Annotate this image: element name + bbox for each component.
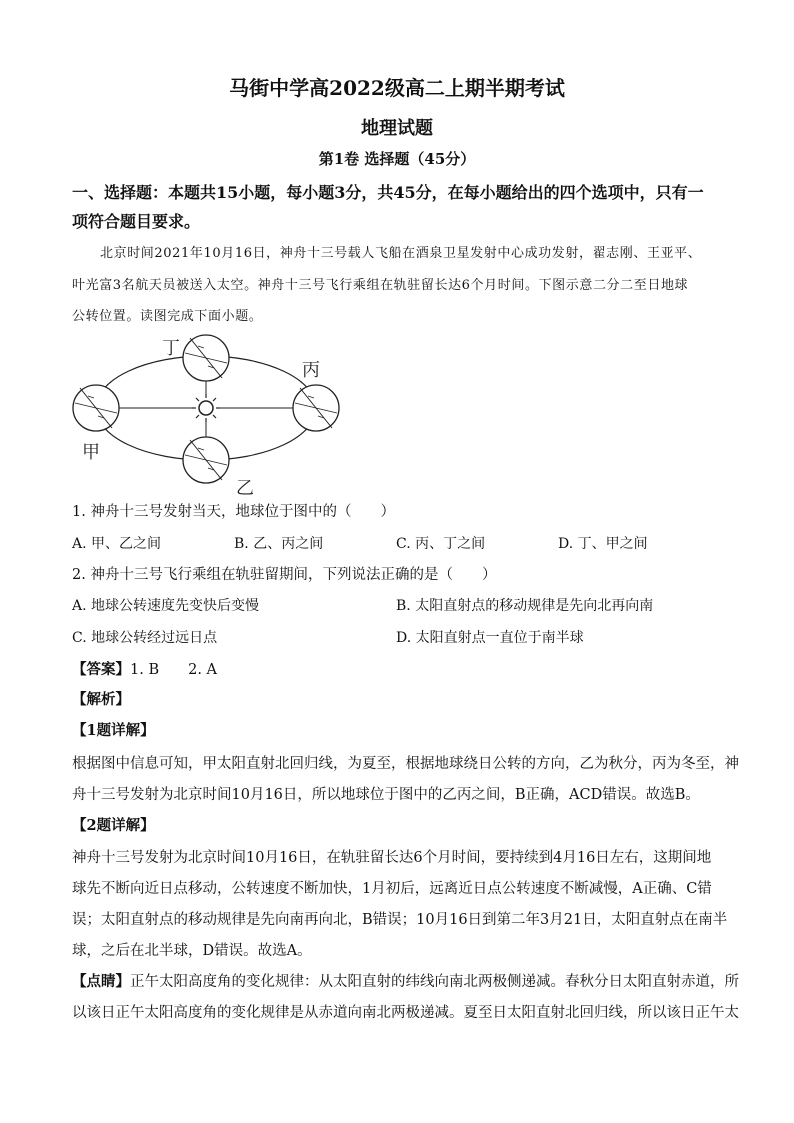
q2-option-d[interactable]: D. 太阳直射点一直位于南半球	[396, 630, 584, 646]
label-jia: 甲	[82, 442, 100, 463]
volume-heading: 第1卷 选择题（45分）	[318, 150, 476, 168]
passage-line3: 公转位置。读图完成下面小题。	[72, 309, 263, 324]
earth-bing-icon	[293, 385, 339, 431]
q1-option-a[interactable]: A. 甲、乙之间	[72, 536, 162, 552]
label-yi: 乙	[236, 478, 254, 499]
earth-jia-icon	[73, 385, 119, 431]
detail-1-line1: 根据图中信息可知，甲太阳直射北回归线，为夏至，根据地球绕日公转的方向，乙为秋分，丙为冬至，神	[72, 756, 739, 772]
detail-1-line2: 舟十三号发射为北京时间10月16日，所以地球位于图中的乙丙之间，B正确，ACD错误。故选B。	[72, 787, 700, 803]
tip-label: 【点睛】	[72, 973, 130, 990]
q2-option-b[interactable]: B. 太阳直射点的移动规律是先向北再向南	[396, 598, 654, 614]
q2-option-a[interactable]: A. 地球公转速度先变快后变慢	[72, 598, 260, 614]
answer-label: 【答案】	[72, 661, 130, 678]
q1-option-b[interactable]: B. 乙、丙之间	[234, 536, 324, 552]
sun-icon	[192, 394, 220, 422]
detail-1-label: 【1题详解】	[72, 722, 155, 739]
tip-line1-row	[72, 972, 739, 992]
detail-2-line2: 球先不断向近日点移动，公转速度不断加快，1月初后，远离近日点公转速度不断减慢，A正确、C错	[72, 881, 712, 897]
earth-yi-icon	[183, 437, 229, 483]
earth-orbit-diagram	[60, 328, 360, 500]
tip-line2: 以该日正午太阳高度角的变化规律是从赤道向南北两极递减。夏至日太阳直射北回归线，所以该日正午太	[72, 1005, 739, 1021]
label-ding: 丁	[162, 338, 180, 359]
answer-row	[72, 660, 732, 680]
label-bing: 丙	[302, 360, 320, 381]
detail-2-line3: 误；太阳直射点的移动规律是先向南再向北，B错误；10月16日到第二年3月21日，太阳直射点在南半	[72, 912, 728, 928]
passage-line2: 叶光富3名航天员被送入太空。神舟十三号飞行乘组在轨驻留长达6个月时间。下图示意二分二至日地球	[72, 278, 689, 293]
axis-lines	[115, 373, 300, 440]
q2-option-c[interactable]: C. 地球公转经过远日点	[72, 630, 218, 646]
question-1-stem: 1. 神舟十三号发射当天，地球位于图中的（ ）	[72, 504, 395, 520]
section-instruction-line2: 项符合题目要求。	[72, 212, 201, 231]
detail-2-line1: 神舟十三号发射为北京时间10月16日，在轨驻留长达6个月时间，要持续到4月16日左右，这期间地	[72, 850, 712, 866]
subject-title: 地理试题	[361, 118, 433, 139]
answer-text: 1. B 2. A	[130, 662, 218, 678]
tip-line1: 正午太阳高度角的变化规律：从太阳直射的纬线向南北两极侧递减。春秋分日太阳直射赤道，所	[130, 974, 739, 990]
question-2-stem: 2. 神舟十三号飞行乘组在轨驻留期间，下列说法正确的是（ ）	[72, 567, 497, 583]
q1-option-c[interactable]: C. 丙、丁之间	[396, 536, 486, 552]
detail-2-line4: 球，之后在北半球，D错误。故选A。	[72, 943, 312, 959]
section-instruction-line1: 一、选择题：本题共15小题，每小题3分，共45分，在每小题给出的四个选项中，只有一	[72, 183, 704, 202]
passage-line1: 北京时间2021年10月16日，神舟十三号载人飞船在酒泉卫星发射中心成功发射，翟志刚、王亚平、	[100, 246, 702, 261]
exam-title: 马街中学高2022级高二上期半期考试	[229, 76, 565, 100]
earth-ding-icon	[183, 335, 229, 381]
detail-2-label: 【2题详解】	[72, 817, 155, 834]
q1-option-d[interactable]: D. 丁、甲之间	[558, 536, 648, 552]
analysis-label: 【解析】	[72, 691, 130, 708]
